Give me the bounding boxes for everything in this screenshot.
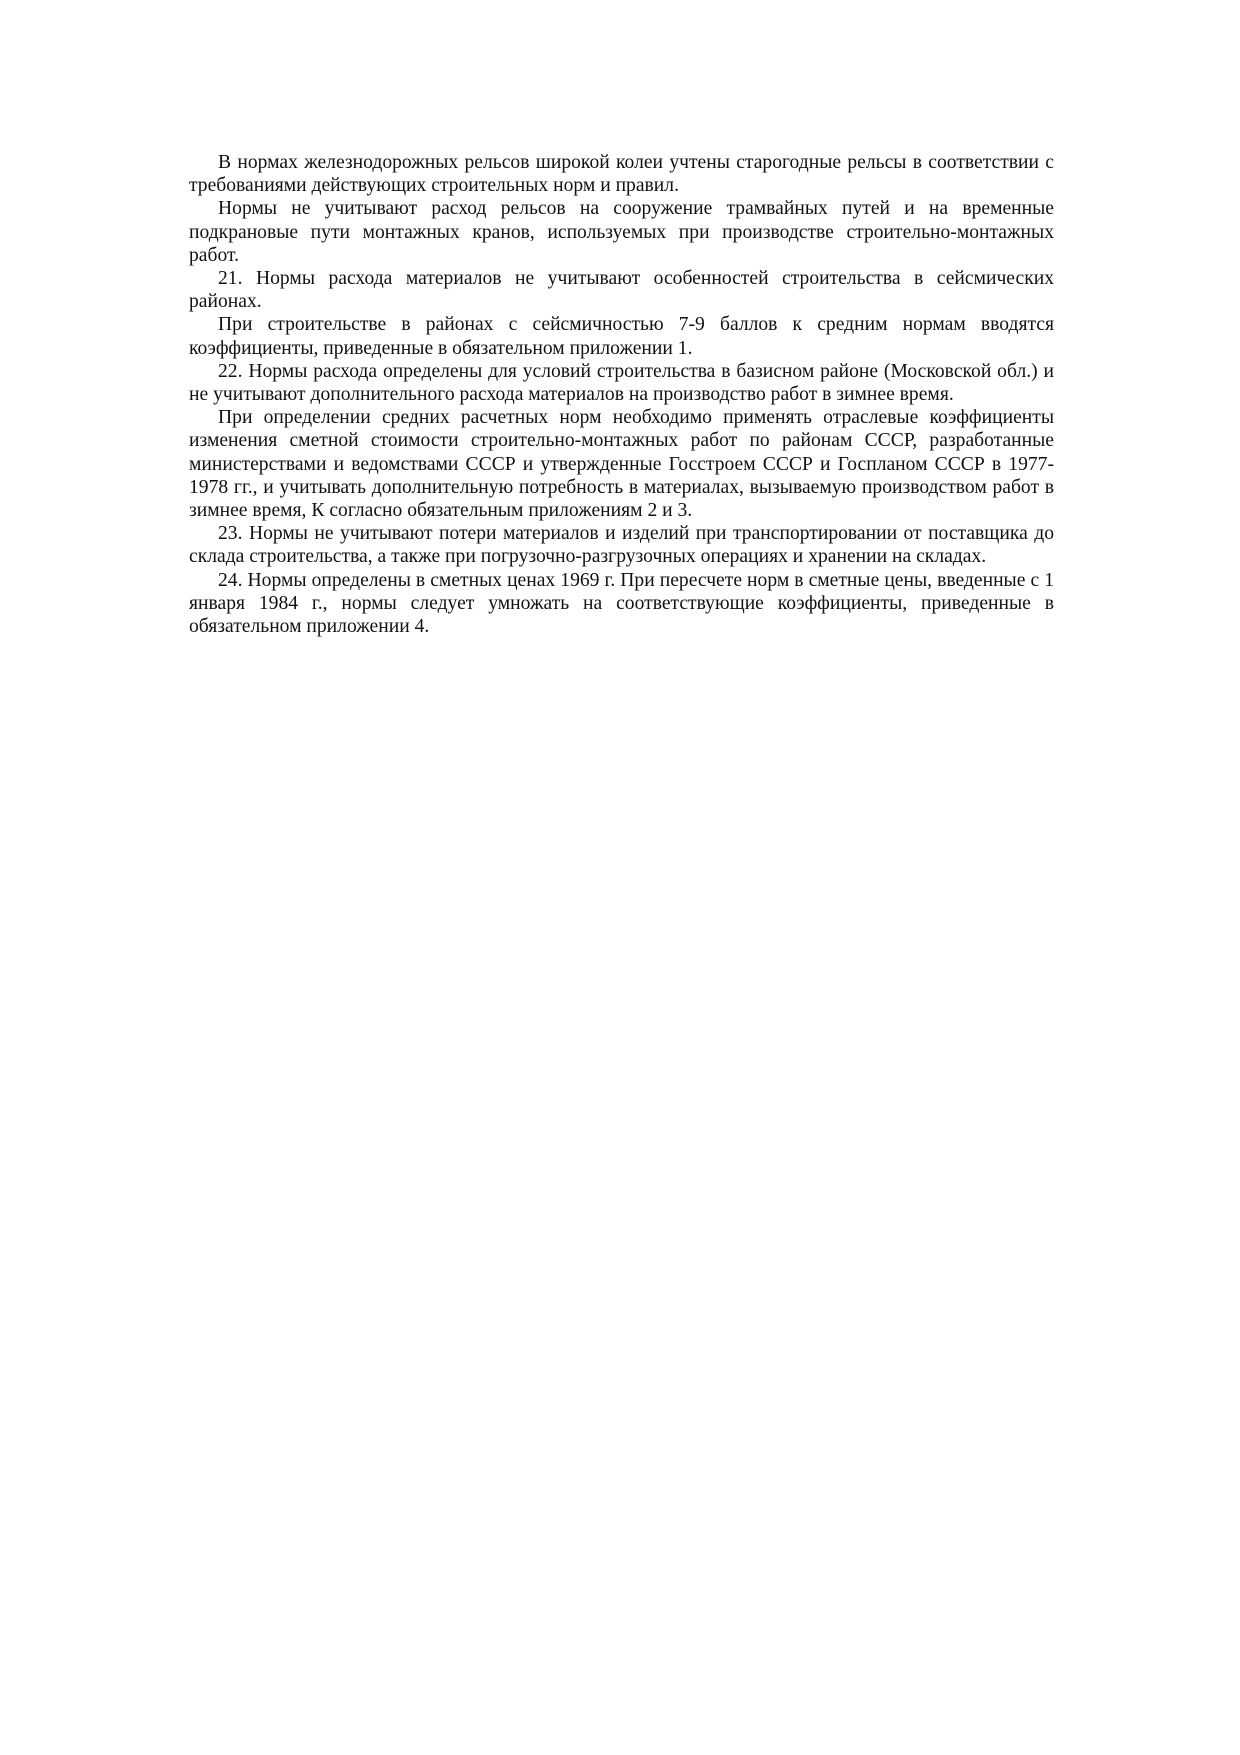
paragraph-tram-tracks: Нормы не учитывают расход рельсов на сооружение трамвайных путей и на временные подкрановые пути монтажных кранов, используемых при производстве строительно-монтажных работ. [189, 198, 1054, 266]
paragraph-23-transport-losses: 23. Нормы не учитывают потери материалов и изделий при транспортировании от поставщика до склада строительства, а также при погрузочно-разгрузочных операциях и хранении на складах. [189, 523, 1054, 568]
paragraph-seismic-coefficients: При строительстве в районах с сейсмичностью 7-9 баллов к средним нормам вводятся коэффициенты, приведенные в обязательном приложении 1. [189, 314, 1054, 359]
paragraph-old-rails: В нормах железнодорожных рельсов широкой колеи учтены старогодные рельсы в соответствии с требованиями действующих строительных норм и правил. [189, 152, 1054, 197]
paragraph-22-base-region: 22. Нормы расхода определены для условий строительства в базисном районе (Московской обл.) и не учитывают дополнительного расхода материалов на производство работ в зимнее время. [189, 360, 1054, 406]
document-body [189, 151, 1054, 638]
paragraph-regional-coefficients: При определении средних расчетных норм необходимо применять отраслевые коэффициенты изменения сметной стоимости строительно-монтажных работ по районам СССР, разработанные министерствами и ведомствами СССР и утвержденные Госстроем СССР и Госпланом СССР в 1977-1978 гг., и учитывать дополнительную потребность в материалах, вызываемую производством работ в зимнее время, К согласно обязательным приложениям 2 и 3. [189, 407, 1054, 522]
paragraph-21-seismic: 21. Нормы расхода материалов не учитывают особенностей строительства в сейсмических районах. [189, 268, 1054, 313]
paragraph-24-estimate-prices: 24. Нормы определены в сметных ценах 1969 г. При пересчете норм в сметные цены, введенные с 1 января 1984 г., нормы следует умножать на соответствующие коэффициенты, приведенные в обязательном приложении 4. [189, 569, 1054, 638]
